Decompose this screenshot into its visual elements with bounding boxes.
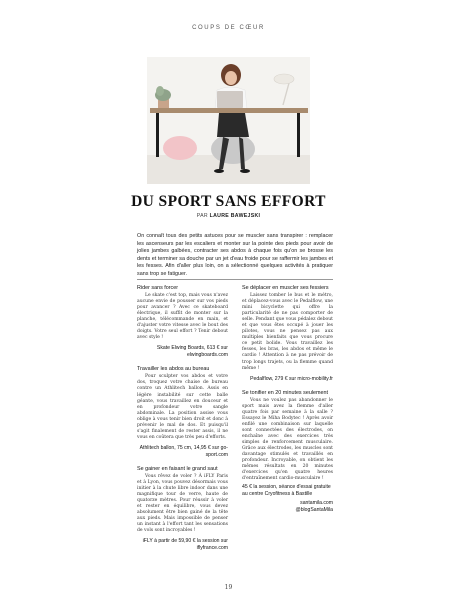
byline-author: LAURE BAWEJSKI [209, 213, 261, 219]
section-body: Le skate c'est top, mais vous n'avez aucune envie de pousser sur vos pieds pour avancer ? Avec ce skateboard électrique, il suffit de monter sur la planche, télécommande en main, et d'ajuster votre vitesse avec le bout des doigts. Votre seul effort ? Tenir debout avec style ! [137, 293, 228, 341]
article-photo [147, 57, 310, 184]
section-price: Athlitech ballon, 75 cm, 14,95 € sur go-sport.com [139, 444, 228, 458]
section-heading: Se déplacer en muscler ses fessiers [242, 285, 329, 291]
section-heading: Se gainer en faisant le grand saut [137, 465, 218, 472]
section-price: Pedalflow, 279 € sur micro-mobility.fr [250, 375, 333, 382]
left-column [137, 285, 228, 559]
section-price: Skate Elwing Boards, 613 € sur elwingboards.com [156, 345, 228, 359]
section-heading: Rider sans forcer [137, 285, 179, 291]
byline-prefix: PAR [196, 213, 208, 219]
section-saut [137, 466, 228, 552]
section-fessiers [242, 285, 333, 383]
article-title: DU SPORT SANS EFFORT [131, 193, 326, 210]
section-tonifier [242, 390, 333, 515]
section-body: Laissez tomber le bus et le métro, et déplacez-vous avec le Pedalflow, une mini bicyclette qui offre la particularité de ne pas comporter de selle. Pendant que vous pédalez debout et que vous êtes occupé à jouer les pilotes, vous ne pensez pas aux multiples bienfaits que vous procure ce petit bolide. Vous travaillez les fesses, les bras, les abdos et même le cardio ! Attention à ne pas prévoir de trop longs trajets, ou la flemme quand même ! [242, 293, 334, 371]
section-website: santamila.com [300, 500, 333, 507]
right-column [242, 285, 333, 521]
section-label: COUPS DE CŒUR [192, 25, 265, 31]
page-number: 19 [224, 584, 233, 591]
intro-divider [137, 279, 333, 280]
section-heading: Se tonifier en 20 minutes seulement [242, 389, 329, 396]
section-handle: @blogSantaMila [295, 507, 333, 514]
article-intro: On connaît tous des petits astuces pour se muscler sans transpirer : remplacer les ascenseurs par les escaliers et monter sur la pointe des pieds pour avoir de jolies jambes galbées, contracter ses abdos à chaque fois qu'on se brosse les dents et terminer sa douche par un jet d'eau froide pour se raffermir les jambes et les fesses. Afin d'aller plus loin, on a sélectionné quelques activités à pratiquer sans trop se fatiguer. [137, 233, 333, 277]
section-rider [137, 285, 228, 359]
section-body: Vous rêvez de voler ? À iFLY Paris et à Lyon, vous pouvez désormais vous initier à la chute libre indoor dans une magnifique tour de verre, haute de quatorze mètres. Pour réussir à voler et rester en équilibre, vous devez absolument être bien gainé de la tête aux pieds. Mais impossible de penser un instant à l'effort tant les sensations de vols sont incroyables ! [137, 473, 228, 534]
article-byline [0, 213, 457, 219]
section-abdos [137, 366, 228, 459]
section-price: iFLY à partir de 59,90 € la session sur iflyfrance.com [142, 538, 228, 552]
section-body: Pour sculpter vos abdos et votre dos, troquez votre chaise de bureau contre un Athlitech ballon. Assis en légère instabilité sur cette balle géante, vous travaillez en douceur et en profondeur votre sangle abdominale. La position assise vous oblige à vous tenir bien droit et donc à prévenir le mal de dos. Et puisqu'il s'agit finalement de rester assis, il ne vous en coûtera que très peu d'efforts. [137, 374, 228, 440]
section-heading: Travailler les abdos au bureau [137, 366, 210, 373]
section-body: Vous ne voulez pas abandonner le sport mais avez la flemme d'aller quatre fois par semaine à la salle ? Essayez le Miha Bodytec ! Après avoir enfilé une combinaison sur laquelle sont connectées des électrodes, on enchaîne avec des exercices très simples de renforcement musculaire. Grâce aux électrodes, les muscles sont davantage stimulés et travaillés en profondeur. Incroyable, on obtient les mêmes résultats en 20 minutes d'exercices qu'en quatre heures d'entraînement cardio-musculaire ! [242, 397, 333, 482]
woman-at-desk-illustration [147, 57, 310, 184]
section-price: 45 € la session, séance d'essai gratuite au centre Cryofitness à Bastille [242, 484, 331, 498]
